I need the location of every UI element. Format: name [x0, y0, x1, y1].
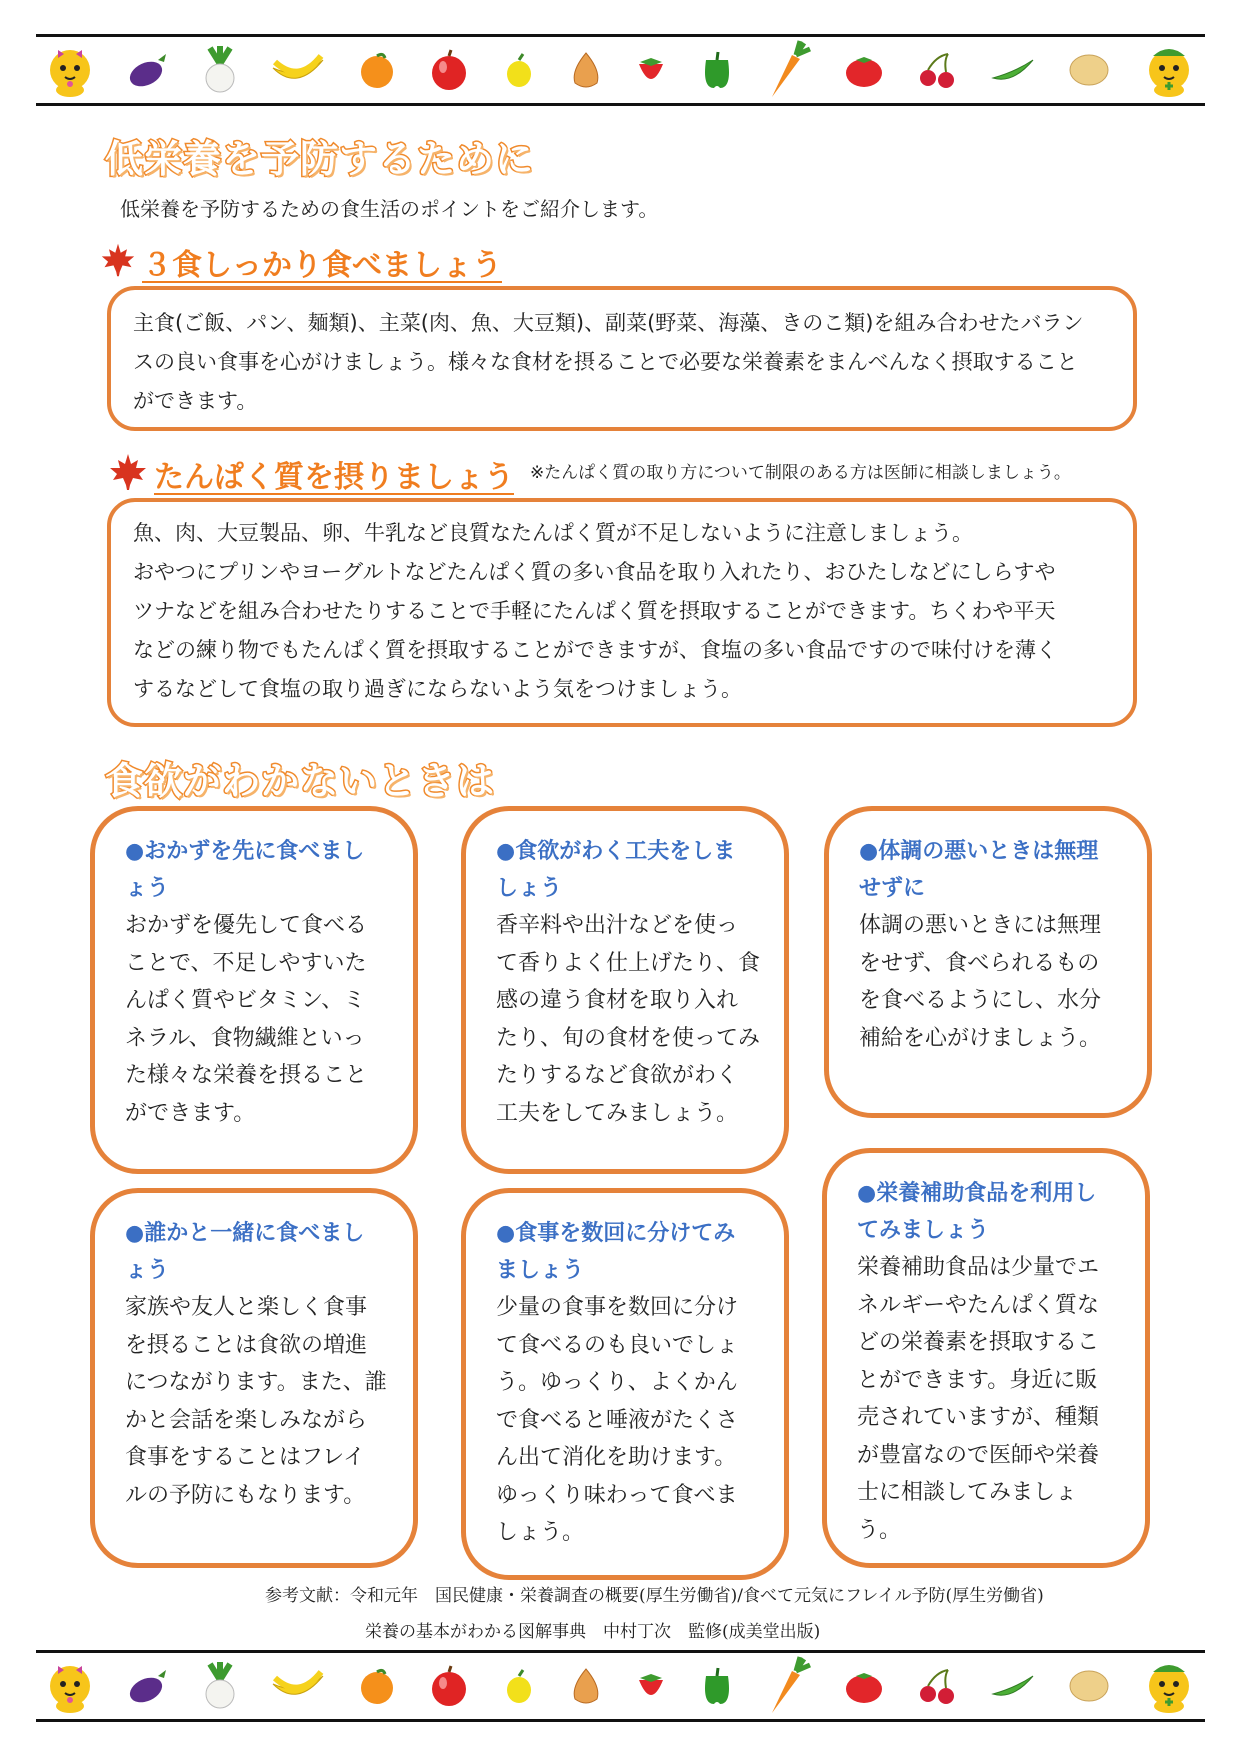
eggplant-icon [126, 50, 170, 90]
orange-icon [357, 50, 397, 90]
references [265, 1578, 1165, 1650]
tomato-icon [842, 1666, 886, 1706]
tip-body: 香辛料や出汁などを使っ て香りよく仕上げたり、食 感の違う食材を取り入れ たり、旬の食材を使ってみ たりするなど食欲がわく 工夫をしてみましょう。 [496, 913, 761, 1126]
cherry-icon [916, 1666, 960, 1706]
tip-card [461, 1188, 789, 1580]
tip-card [461, 806, 789, 1174]
protein-box [107, 498, 1137, 727]
top-food-border [36, 34, 1205, 106]
reference-line: 栄養の基本がわかる図解事典 中村丁次 監修(成美堂出版) [365, 1622, 821, 1642]
protein-heading [108, 452, 514, 496]
bottom-food-border [36, 1650, 1205, 1722]
tip-title: ●おかずを先に食べまし ょう [125, 839, 365, 901]
maple-leaf-icon [100, 242, 136, 282]
tip-title: ●体調の悪いときは無理 せずに [859, 839, 1099, 901]
green-pepper-icon [698, 1664, 736, 1708]
meals-heading [100, 240, 502, 284]
protein-line: などの練り物でもたんぱく質を摂取することができますが、食塩の多い食品ですので味付けを薄く [133, 638, 1057, 662]
mascot-nurse-icon [1141, 1658, 1197, 1714]
protein-line: おやつにプリンやヨーグルトなどたんぱく質の多い食品を取り入れたり、おひたしなどにしらすや [133, 560, 1056, 584]
protein-heading-text: たんぱく質を摂りましょう [154, 460, 514, 495]
green-pepper-icon [698, 48, 736, 92]
protein-note: ※たんぱく質の取り方について制限のある方は医師に相談しましょう。 [530, 463, 1071, 483]
strawberry-icon [634, 1666, 668, 1706]
tip-body: 少量の食事を数回に分け て食べるのも良いでしょ う。ゆっくり、よくかん で食べると唾液がたくさ ん出て消化を助けます。 ゆっくり味わって食べま しょう。 [496, 1295, 739, 1545]
turnip-icon [200, 44, 240, 96]
mascot-nurse-icon [1141, 42, 1197, 98]
lemon-icon [501, 1666, 537, 1706]
tip-title: ●食事を数回に分けてみ ましょう [496, 1221, 736, 1283]
tip-card [90, 806, 418, 1174]
tip-body: 家族や友人と楽しく食事 を摂ることは食欲の増進 につながります。また、誰 かと会話を楽しみながら 食事をすることはフレイ ルの予防にもなります。 [125, 1295, 387, 1508]
tip-title: ●誰かと一緒に食べまし ょう [125, 1221, 365, 1283]
orange-icon [357, 1666, 397, 1706]
apple-icon [427, 48, 471, 92]
onion-icon [567, 49, 605, 91]
meals-line: 主食(ご飯、パン、麺類)、主菜(肉、魚、大豆類)、副菜(野菜、海藻、きのこ類)を組み合わせたバラン [133, 311, 1084, 335]
potato-icon [1067, 51, 1111, 89]
meals-heading-text: ３食しっかり食べましょう [142, 248, 502, 283]
carrot-icon [766, 39, 812, 101]
intro-text: 低栄養を予防するための食生活のポイントをご紹介します。 [120, 197, 659, 221]
tip-body: 体調の悪いときには無理 をせず、食べられるもの を食べるようにし、水分 補給を心がけましょう。 [859, 913, 1102, 1051]
meals-line: スの良い食事を心がけましょう。様々な食材を摂ることで必要な栄養素をまんべんなく摂取すること [133, 350, 1078, 374]
mascot-girl-icon [44, 42, 96, 98]
lemon-icon [501, 50, 537, 90]
maple-leaf-icon [108, 452, 148, 496]
meals-line: ができます。 [133, 389, 258, 413]
pea-icon [989, 1670, 1037, 1702]
protein-line: するなどして食塩の取り過ぎにならないよう気をつけましょう。 [133, 677, 742, 701]
section-title-prevent-undernutrition: 低栄養を予防するために [105, 137, 535, 181]
section-title-no-appetite: 食欲がわかないときは [105, 759, 496, 803]
carrot-icon [766, 1655, 812, 1717]
tip-card [824, 806, 1152, 1118]
banana-icon [269, 1666, 327, 1706]
tip-body: おかずを優先して食べる ことで、不足しやすいた んぱく質やビタミン、ミ ネラル、食物繊維といっ た様々な栄養を摂ること ができます。 [125, 913, 368, 1126]
tip-body: 栄養補助食品は少量でエ ネルギーやたんぱく質な どの栄養素を摂取するこ とができます。身近に販 売されていますが、種類 が豊富なので医師や栄養 士に相談してみましょ う。 [857, 1255, 1100, 1543]
pea-icon [989, 54, 1037, 86]
tip-title: ●栄養補助食品を利用し てみましょう [857, 1181, 1097, 1243]
banana-icon [269, 50, 327, 90]
onion-icon [567, 1665, 605, 1707]
eggplant-icon [126, 1666, 170, 1706]
cherry-icon [916, 50, 960, 90]
strawberry-icon [634, 50, 668, 90]
tip-card [90, 1188, 418, 1568]
tip-title: ●食欲がわく工夫をしま しょう [496, 839, 736, 901]
protein-line: 魚、肉、大豆製品、卵、牛乳など良質なたんぱく質が不足しないように注意しましょう。 [133, 521, 973, 545]
mascot-girl-icon [44, 1658, 96, 1714]
tomato-icon [842, 50, 886, 90]
reference-line: 参考文献：令和元年 国民健康・栄養調査の概要(厚生労働省)/食べて元気にフレイル予防(厚生労働省) [265, 1586, 1044, 1606]
turnip-icon [200, 1660, 240, 1712]
protein-line: ツナなどを組み合わせたりすることで手軽にたんぱく質を摂取することができます。ちくわや平天 [133, 599, 1056, 623]
meals-box [107, 286, 1137, 431]
apple-icon [427, 1664, 471, 1708]
tip-card [822, 1148, 1150, 1568]
potato-icon [1067, 1667, 1111, 1705]
